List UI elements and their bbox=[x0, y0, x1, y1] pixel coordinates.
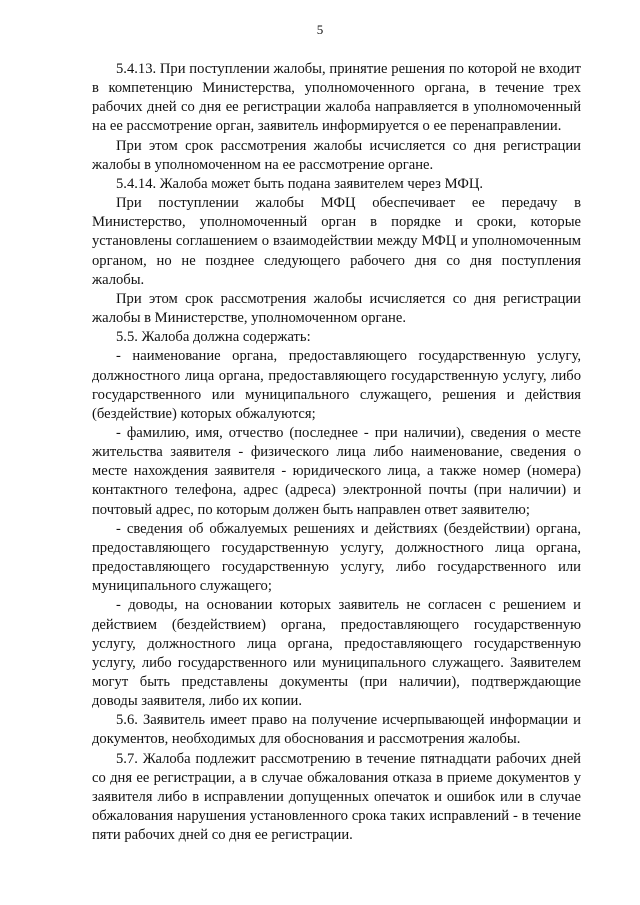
paragraph-review-term-2: При этом срок рассмотрения жалобы исчисляется со дня регистрации жалобы в Министерстве, уполномоченном органе. bbox=[92, 290, 581, 327]
list-item-applicant-info: - фамилию, имя, отчество (последнее - при наличии), сведения о месте жительства заявителя - физического лица либо наименование, сведения о месте нахождения заявителя - юридического лица, а также номер (номера) контактного телефона, адрес (адреса) электронной почты (при наличии) и почтовый адрес, по которым должен быть направлен ответ заявителю; bbox=[92, 424, 581, 518]
paragraph-review-term-1: При этом срок рассмотрения жалобы исчисляется со дня регистрации жалобы в уполномоченном на ее рассмотрение органе. bbox=[92, 137, 581, 173]
paragraph-5-6: 5.6. Заявитель имеет право на получение исчерпывающей информации и документов, необходимых для обоснования и рассмотрения жалобы. bbox=[92, 712, 581, 748]
paragraph-5-4-14: 5.4.14. Жалоба может быть подана заявителем через МФЦ. bbox=[116, 175, 484, 192]
paragraph-5-7: 5.7. Жалоба подлежит рассмотрению в течение пятнадцати рабочих дней со дня ее регистрации, а в случае обжалования отказа в приеме документов у заявителя либо в исправлении допущенных опечаток и ошибок или в случае обжалования нарушения установленного срока таких исправлений - в течение пяти рабочих дней со дня ее регистрации. bbox=[92, 750, 581, 844]
list-item-appealed-decisions: - сведения об обжалуемых решениях и действиях (бездействии) органа, предоставляющего государственную услугу, должностного лица органа, предоставляющего государственную услугу, либо государственного или муниципального служащего; bbox=[92, 520, 581, 595]
document-body bbox=[92, 60, 581, 845]
paragraph-mfc-transfer: При поступлении жалобы МФЦ обеспечивает ее передачу в Министерство, уполномоченный орган в порядке и сроки, которые установлены соглашением о взаимодействии между МФЦ и уполномоченным органом, но не позднее следующего рабочего дня со дня поступления жалобы. bbox=[92, 195, 581, 288]
list-item-arguments: - доводы, на основании которых заявитель не согласен с решением и действием (бездействием) органа, предоставляющего государственную услугу, должностного лица органа, предоставляющего государственную услугу, либо государственного или муниципального служащего. Заявителем могут быть представлены документы (при наличии), подтверждающие доводы заявителя, либо их копии. bbox=[92, 597, 581, 710]
page-number: 5 bbox=[316, 22, 324, 37]
paragraph-5-5: 5.5. Жалоба должна содержать: bbox=[116, 329, 311, 346]
paragraph-5-4-13: 5.4.13. При поступлении жалобы, принятие решения по которой не входит в компетенцию Министерства, уполномоченного органа, в течение трех рабочих дней со дня ее регистрации жалоба направляется в уполномоченный на ее рассмотрение орган, заявитель информируется о ее перенаправлении. bbox=[92, 61, 581, 135]
list-item-organ-name: - наименование органа, предоставляющего государственную услугу, должностного лица органа, предоставляющего государственную услугу, либо государственного или муниципального служащего, решения и действия (бездействие) которых обжалуются; bbox=[92, 348, 581, 422]
